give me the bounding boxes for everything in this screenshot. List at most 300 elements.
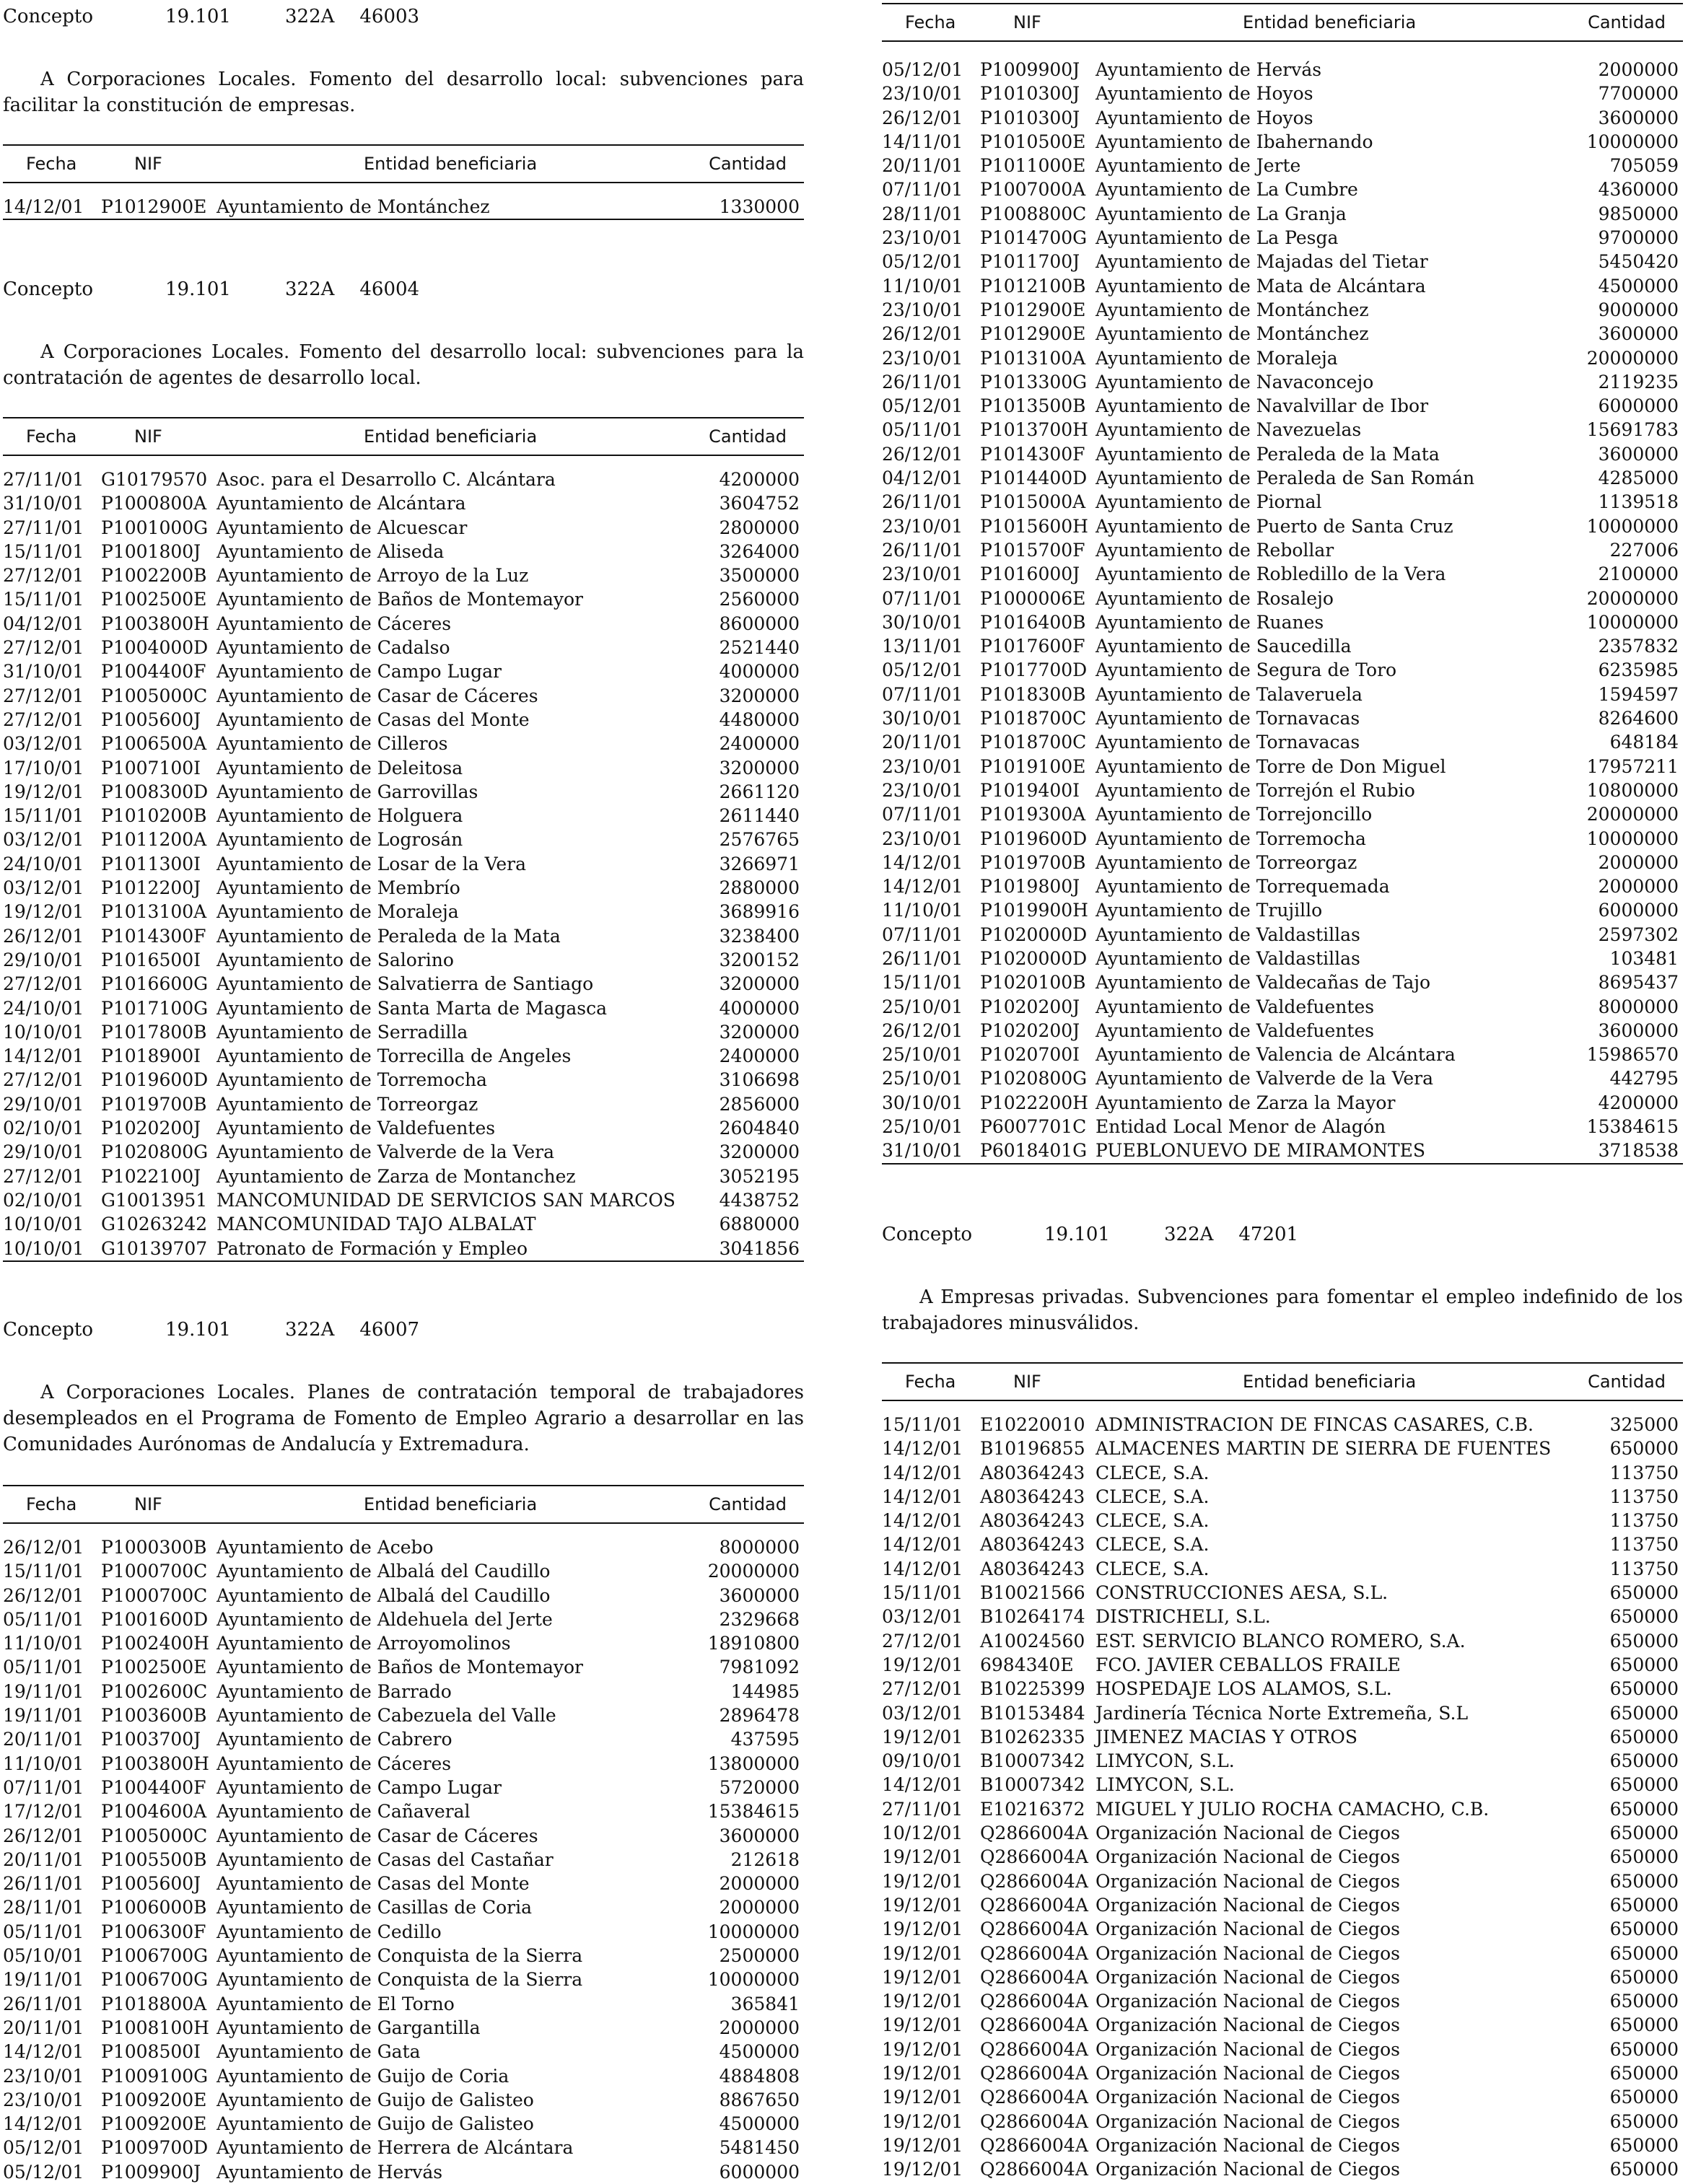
table-row	[3, 1188, 804, 1212]
cell-entidad: Ayuntamiento de Montánchez	[1096, 299, 1369, 320]
table-row	[3, 2016, 804, 2040]
cell-entidad: Ayuntamiento de Peraleda de San Román	[1096, 468, 1475, 489]
cell-entidad: Ayuntamiento de Torrejoncillo	[1096, 804, 1373, 825]
cell-cantidad: 650000	[1609, 1606, 1679, 1628]
table-row	[882, 2110, 1683, 2133]
table-row	[3, 1559, 804, 1583]
cell-cantidad: 3266971	[719, 853, 800, 874]
cell-entidad: CLECE, S.A.	[1096, 1486, 1210, 1507]
cell-cantidad: 18910800	[707, 1633, 800, 1654]
cell-fecha: 14/12/01	[882, 1462, 963, 1483]
header-fecha: Fecha	[26, 426, 77, 447]
cell-fecha: 27/11/01	[3, 517, 84, 538]
cell-cantidad: 4500000	[719, 2113, 800, 2135]
cell-entidad: LIMYCON, S.L.	[1096, 1750, 1235, 1772]
table-row	[882, 610, 1683, 634]
cell-entidad: Ayuntamiento de Torremocha	[1096, 828, 1366, 849]
cell-cantidad: 2119235	[1598, 371, 1679, 392]
cell-entidad: Ayuntamiento de Valdefuentes	[1096, 996, 1375, 1017]
table-body	[882, 1413, 1683, 2182]
header-fecha: Fecha	[905, 1372, 956, 1392]
cell-fecha: 26/12/01	[882, 443, 963, 465]
cell-cantidad: 227006	[1609, 539, 1679, 561]
cell-fecha: 19/11/01	[3, 1680, 84, 1702]
cell-entidad: Ayuntamiento de Arroyomolinos	[217, 1633, 511, 1654]
cell-fecha: 28/11/01	[882, 203, 963, 224]
cell-fecha: 20/11/01	[3, 2017, 84, 2038]
cell-nif: P1020800G	[980, 1068, 1088, 1089]
cell-entidad: Organización Nacional de Ciegos	[1096, 2014, 1400, 2036]
cell-cantidad: 2521440	[719, 637, 800, 659]
cell-nif: P1006700G	[101, 1945, 209, 1967]
cell-entidad: EST. SERVICIO BLANCO ROMERO, S.A.	[1096, 1630, 1466, 1652]
cell-fecha: 27/12/01	[3, 709, 84, 730]
table-row	[882, 562, 1683, 586]
cell-cantidad: 650000	[1609, 1823, 1679, 1844]
cell-cantidad: 650000	[1609, 2110, 1679, 2132]
cell-entidad: Ayuntamiento de Valdastillas	[1096, 924, 1360, 945]
cell-cantidad: 9850000	[1598, 203, 1679, 224]
cell-nif: P1010300J	[980, 83, 1080, 105]
cell-fecha: 23/10/01	[882, 83, 963, 105]
cell-fecha: 05/11/01	[3, 1921, 84, 1942]
cell-entidad: Ayuntamiento de Cáceres	[217, 613, 452, 634]
cell-entidad: Ayuntamiento de Moraleja	[217, 901, 459, 923]
cell-cantidad: 2357832	[1598, 636, 1679, 657]
cell-nif: P1004400F	[101, 1776, 206, 1798]
cell-nif: P1004000D	[101, 637, 209, 659]
table-row	[3, 2040, 804, 2064]
cell-entidad: Ayuntamiento de La Granja	[1096, 203, 1347, 224]
cell-cantidad: 2597302	[1598, 924, 1679, 945]
table-row	[882, 1845, 1683, 1869]
cell-nif: P1013100A	[980, 347, 1086, 369]
cell-fecha: 19/12/01	[882, 2110, 963, 2132]
cell-entidad: Ayuntamiento de Montánchez	[217, 196, 490, 217]
cell-nif: 6984340E	[980, 1654, 1074, 1675]
cell-fecha: 23/10/01	[882, 755, 963, 777]
cell-cantidad: 8000000	[719, 1537, 800, 1558]
cell-entidad: Ayuntamiento de Salorino	[217, 949, 454, 970]
header-nif: NIF	[134, 1494, 162, 1514]
cell-nif: B10153484	[980, 1702, 1085, 1724]
cell-fecha: 03/12/01	[3, 829, 84, 851]
cell-nif: P1018900I	[101, 1045, 201, 1067]
cell-nif: B10264174	[980, 1606, 1085, 1628]
cell-nif: P1005000C	[101, 1825, 208, 1846]
cell-fecha: 15/11/01	[3, 589, 84, 610]
cell-entidad: Ayuntamiento de Cadalso	[217, 637, 450, 659]
cell-cantidad: 3200152	[719, 949, 800, 970]
cell-nif: P1002500E	[101, 1657, 207, 1678]
cell-cantidad: 113750	[1609, 1486, 1679, 1507]
cell-cantidad: 365841	[730, 1993, 800, 2014]
cell-nif: P6018401G	[980, 1140, 1088, 1162]
cell-entidad: Organización Nacional de Ciegos	[1096, 1918, 1400, 1940]
cell-nif: P1013700H	[980, 419, 1088, 441]
cell-fecha: 30/10/01	[882, 1092, 963, 1113]
cell-nif: P1020700I	[980, 1044, 1080, 1066]
table-row	[882, 418, 1683, 442]
cell-nif: G10179570	[101, 469, 208, 490]
cell-nif: Q2866004A	[980, 2159, 1088, 2180]
cell-fecha: 19/12/01	[882, 1726, 963, 1747]
table-row	[3, 1212, 804, 1236]
table-row	[3, 684, 804, 708]
cell-fecha: 26/12/01	[882, 107, 963, 128]
cell-nif: P1007100I	[101, 757, 201, 779]
cell-fecha: 14/11/01	[882, 131, 963, 152]
cell-cantidad: 4500000	[719, 2041, 800, 2063]
cell-nif: P1000006E	[980, 587, 1086, 609]
cell-entidad: MANCOMUNIDAD DE SERVICIOS SAN MARCOS	[217, 1189, 675, 1211]
cell-nif: P1002200B	[101, 565, 207, 587]
table-row	[882, 995, 1683, 1019]
cell-entidad: Ayuntamiento de Aliseda	[217, 540, 445, 562]
header-cantidad: Cantidad	[1588, 1372, 1666, 1392]
concept-code3: 46004	[359, 279, 420, 300]
table-row	[3, 732, 804, 755]
cell-entidad: Organización Nacional de Ciegos	[1096, 1823, 1400, 1844]
cell-entidad: Ayuntamiento de Campo Lugar	[217, 661, 502, 683]
cell-entidad: Ayuntamiento de Hoyos	[1096, 107, 1313, 128]
table-header	[882, 3, 1683, 42]
cell-fecha: 10/10/01	[3, 1021, 84, 1043]
table-row	[3, 1727, 804, 1751]
cell-cantidad: 2400000	[719, 733, 800, 755]
cell-nif: P1011700J	[980, 251, 1080, 273]
table-row	[3, 1165, 804, 1188]
cell-entidad: FCO. JAVIER CEBALLOS FRAILE	[1096, 1654, 1401, 1675]
cell-cantidad: 10000000	[1586, 828, 1679, 849]
cell-nif: A80364243	[980, 1558, 1085, 1579]
cell-entidad: Organización Nacional de Ciegos	[1096, 2087, 1400, 2108]
cell-fecha: 19/12/01	[882, 1966, 963, 1988]
cell-fecha: 26/11/01	[3, 1873, 84, 1895]
cell-fecha: 05/11/01	[882, 419, 963, 441]
cell-nif: P1003700J	[101, 1729, 201, 1750]
header-cantidad: Cantidad	[709, 426, 787, 447]
table-row	[882, 466, 1683, 490]
cell-cantidad: 3106698	[719, 1069, 800, 1091]
cell-nif: P1003600B	[101, 1705, 207, 1727]
table-row	[882, 1821, 1683, 1845]
cell-nif: P1000700C	[101, 1561, 208, 1582]
cell-nif: P1005500B	[101, 1848, 207, 1870]
cell-fecha: 19/12/01	[882, 1894, 963, 1916]
table-row	[882, 1115, 1683, 1139]
cell-nif: P1016000J	[980, 563, 1080, 585]
table-row	[882, 898, 1683, 922]
table-row	[882, 1091, 1683, 1115]
table-row	[882, 1437, 1683, 1460]
cell-entidad: Ayuntamiento de Deleitosa	[217, 757, 463, 779]
cell-cantidad: 6235985	[1598, 659, 1679, 681]
cell-cantidad: 3689916	[719, 901, 800, 923]
cell-fecha: 05/12/01	[882, 251, 963, 273]
cell-entidad: Ayuntamiento de Montánchez	[1096, 323, 1369, 345]
cell-cantidad: 5481450	[719, 2137, 800, 2159]
table-row	[882, 1485, 1683, 1509]
cell-fecha: 27/11/01	[3, 469, 84, 490]
cell-entidad: Ayuntamiento de Cabrero	[217, 1729, 452, 1750]
cell-nif: Q2866004A	[980, 1870, 1088, 1892]
table-row	[882, 658, 1683, 682]
cell-entidad: Ayuntamiento de Santa Marta de Magasca	[217, 997, 607, 1019]
cell-entidad: Ayuntamiento de Valdastillas	[1096, 947, 1360, 969]
cell-nif: P1007000A	[980, 179, 1086, 201]
cell-cantidad: 3200000	[719, 685, 800, 706]
concept-description: A Empresas privadas. Subvenciones para fomentar el empleo indefinido de los trabajadores minusválidos.	[882, 1286, 1683, 1334]
table-row	[882, 1677, 1683, 1701]
cell-fecha: 23/10/01	[882, 779, 963, 801]
cell-entidad: Ayuntamiento de Zarza la Mayor	[1096, 1092, 1396, 1113]
cell-cantidad: 650000	[1609, 1630, 1679, 1652]
cell-nif: P1019600D	[101, 1069, 209, 1091]
cell-nif: B10225399	[980, 1678, 1085, 1700]
table-row	[882, 779, 1683, 802]
table-row	[882, 1139, 1683, 1162]
table-row	[882, 634, 1683, 658]
table-row	[3, 1535, 804, 1559]
cell-cantidad: 4000000	[719, 661, 800, 683]
cell-fecha: 25/10/01	[882, 996, 963, 1017]
table-row	[882, 1532, 1683, 1556]
cell-cantidad: 15384615	[1586, 1116, 1679, 1138]
table-header	[3, 144, 804, 183]
cell-entidad: Ayuntamiento de Torreorgaz	[1096, 851, 1357, 873]
cell-fecha: 14/12/01	[882, 1486, 963, 1507]
cell-cantidad: 650000	[1609, 2038, 1679, 2060]
table-row	[3, 468, 804, 491]
cell-nif: P1009200E	[101, 2089, 207, 2110]
table-row	[882, 1461, 1683, 1485]
cell-fecha: 07/11/01	[882, 804, 963, 825]
cell-fecha: 23/10/01	[3, 2065, 84, 2087]
cell-nif: P1002500E	[101, 589, 207, 610]
cell-fecha: 27/12/01	[3, 973, 84, 995]
cell-nif: P1017700D	[980, 659, 1088, 681]
cell-nif: P1012200J	[101, 877, 201, 899]
concept-code3: 47201	[1238, 1224, 1299, 1245]
cell-fecha: 19/12/01	[882, 1918, 963, 1940]
table-row	[882, 177, 1683, 201]
cell-nif: P1005600J	[101, 709, 201, 730]
cell-fecha: 29/10/01	[3, 1141, 84, 1163]
cell-fecha: 19/12/01	[882, 1942, 963, 1964]
cell-entidad: Ayuntamiento de Navezuelas	[1096, 419, 1362, 441]
cell-cantidad: 2576765	[719, 829, 800, 851]
header-cantidad: Cantidad	[709, 154, 787, 174]
cell-entidad: Ayuntamiento de Guijo de Galisteo	[217, 2113, 534, 2135]
cell-cantidad: 650000	[1609, 1846, 1679, 1868]
cell-entidad: Ayuntamiento de Baños de Montemayor	[217, 589, 583, 610]
table-row	[882, 923, 1683, 947]
cell-cantidad: 6880000	[719, 1214, 800, 1235]
cell-fecha: 26/12/01	[3, 1584, 84, 1606]
cell-fecha: 14/12/01	[3, 196, 84, 217]
table-row	[882, 851, 1683, 874]
cell-cantidad: 9000000	[1598, 299, 1679, 320]
table-header	[3, 417, 804, 456]
cell-cantidad: 650000	[1609, 1750, 1679, 1772]
cell-nif: P1013300G	[980, 371, 1088, 392]
cell-cantidad: 2000000	[719, 1897, 800, 1918]
cell-cantidad: 9700000	[1598, 227, 1679, 249]
cell-fecha: 19/12/01	[882, 1991, 963, 2012]
cell-fecha: 26/11/01	[882, 539, 963, 561]
cell-cantidad: 650000	[1609, 2063, 1679, 2084]
cell-entidad: Ayuntamiento de Alcuescar	[217, 517, 468, 538]
cell-entidad: Ayuntamiento de Moraleja	[1096, 347, 1338, 369]
cell-entidad: Ayuntamiento de Arroyo de la Luz	[217, 565, 529, 587]
cell-cantidad: 325000	[1609, 1414, 1679, 1435]
cell-entidad: Ayuntamiento de Albalá del Caudillo	[217, 1584, 551, 1606]
cell-entidad: Ayuntamiento de Torrequemada	[1096, 876, 1390, 898]
cell-cantidad: 2611440	[719, 805, 800, 827]
cell-cantidad: 650000	[1609, 1678, 1679, 1700]
table-row	[882, 1653, 1683, 1677]
table-row	[882, 2013, 1683, 2037]
cell-entidad: Organización Nacional de Ciegos	[1096, 2159, 1400, 2180]
cell-nif: G10139707	[101, 1237, 208, 1259]
cell-entidad: Ayuntamiento de Jerte	[1096, 155, 1301, 177]
cell-cantidad: 113750	[1609, 1558, 1679, 1579]
cell-fecha: 25/10/01	[882, 1068, 963, 1089]
cell-fecha: 15/11/01	[882, 1414, 963, 1435]
cell-fecha: 25/10/01	[882, 1044, 963, 1066]
table-row	[882, 106, 1683, 130]
table-row	[3, 1044, 804, 1068]
concept-line	[3, 1317, 419, 1342]
cell-entidad: Ayuntamiento de Segura de Toro	[1096, 659, 1397, 681]
header-nif: NIF	[134, 154, 162, 174]
cell-fecha: 15/11/01	[3, 540, 84, 562]
cell-nif: Q2866004A	[980, 2063, 1088, 2084]
table-row	[882, 1701, 1683, 1725]
cell-entidad: Entidad Local Menor de Alagón	[1096, 1116, 1386, 1138]
cell-fecha: 14/12/01	[882, 851, 963, 873]
cell-fecha: 07/11/01	[882, 924, 963, 945]
cell-nif: P1020200J	[101, 1118, 201, 1139]
table-body	[3, 1535, 804, 2184]
table-row	[882, 442, 1683, 466]
cell-nif: P1019800J	[980, 876, 1080, 898]
cell-nif: P1014300F	[101, 925, 206, 947]
cell-fecha: 05/12/01	[882, 395, 963, 417]
cell-entidad: ADMINISTRACION DE FINCAS CASARES, C.B.	[1096, 1414, 1534, 1435]
table-row	[882, 1942, 1683, 1965]
cell-entidad: Ayuntamiento de Valdefuentes	[217, 1118, 496, 1139]
cell-cantidad: 1139518	[1598, 491, 1679, 513]
cell-cantidad: 8000000	[1598, 996, 1679, 1017]
cell-entidad: Ayuntamiento de La Cumbre	[1096, 179, 1358, 201]
cell-nif: Q2866004A	[980, 2134, 1088, 2156]
cell-cantidad: 3500000	[719, 565, 800, 587]
cell-nif: P1006000B	[101, 1897, 207, 1918]
table-row	[882, 2133, 1683, 2157]
cell-nif: P1020000D	[980, 924, 1088, 945]
table-row	[3, 1992, 804, 2016]
cell-fecha: 05/11/01	[3, 1608, 84, 1630]
cell-cantidad: 650000	[1609, 1726, 1679, 1747]
cell-nif: P1017600F	[980, 636, 1085, 657]
cell-entidad: Ayuntamiento de Tornavacas	[1096, 708, 1360, 729]
cell-fecha: 14/12/01	[3, 1045, 84, 1067]
cell-nif: P1019900H	[980, 900, 1088, 921]
cell-nif: P1020800G	[101, 1141, 209, 1163]
table-row	[882, 1629, 1683, 1653]
table-row	[882, 1869, 1683, 1893]
cell-fecha: 02/10/01	[3, 1189, 84, 1211]
cell-entidad: Ayuntamiento de Cañaveral	[217, 1801, 471, 1823]
cell-fecha: 27/12/01	[882, 1630, 963, 1652]
cell-nif: P1015000A	[980, 491, 1086, 513]
table-row	[3, 491, 804, 515]
cell-cantidad: 113750	[1609, 1510, 1679, 1532]
cell-cantidad: 2329668	[719, 1608, 800, 1630]
cell-cantidad: 2000000	[1598, 876, 1679, 898]
table-row	[3, 852, 804, 876]
cell-cantidad: 113750	[1609, 1534, 1679, 1556]
cell-fecha: 30/10/01	[882, 611, 963, 633]
cell-fecha: 14/12/01	[882, 876, 963, 898]
cell-entidad: Ayuntamiento de Torrejón el Rubio	[1096, 779, 1415, 801]
cell-entidad: Ayuntamiento de Saucedilla	[1096, 636, 1352, 657]
table-row	[3, 924, 804, 948]
cell-entidad: Ayuntamiento de La Pesga	[1096, 227, 1339, 249]
cell-nif: P1008300D	[101, 781, 209, 802]
cell-entidad: Ayuntamiento de Valdefuentes	[1096, 1019, 1375, 1041]
cell-fecha: 04/12/01	[3, 613, 84, 634]
table-row	[882, 802, 1683, 826]
cell-entidad: Organización Nacional de Ciegos	[1096, 1966, 1400, 1988]
cell-cantidad: 650000	[1609, 1991, 1679, 2012]
concept-code1: 19.101	[165, 279, 231, 300]
cell-cantidad: 4200000	[1598, 1092, 1679, 1113]
table-row	[882, 394, 1683, 418]
cell-fecha: 14/12/01	[882, 1510, 963, 1532]
cell-entidad: Ayuntamiento de Losar de la Vera	[217, 853, 526, 874]
cell-nif: Q2866004A	[980, 1942, 1088, 1964]
cell-cantidad: 10000000	[1586, 611, 1679, 633]
cell-fecha: 05/12/01	[3, 2137, 84, 2159]
header-nif: NIF	[1013, 1372, 1041, 1392]
table-row	[3, 948, 804, 972]
cell-cantidad: 4884808	[719, 2065, 800, 2087]
cell-cantidad: 650000	[1609, 1870, 1679, 1892]
cell-nif: P1012900E	[101, 196, 207, 217]
cell-fecha: 23/10/01	[882, 563, 963, 585]
cell-cantidad: 6000000	[719, 2161, 800, 2183]
cell-fecha: 03/12/01	[3, 733, 84, 755]
cell-nif: B10196855	[980, 1438, 1085, 1460]
cell-cantidad: 103481	[1609, 947, 1679, 969]
cell-entidad: Ayuntamiento de Trujillo	[1096, 900, 1323, 921]
cell-entidad: DISTRICHELI, S.L.	[1096, 1606, 1271, 1628]
cell-cantidad: 6000000	[1598, 900, 1679, 921]
cell-nif: P1010300J	[980, 107, 1080, 128]
cell-fecha: 05/10/01	[3, 1945, 84, 1967]
table-row	[3, 516, 804, 540]
concept-code2: 322A	[1163, 1224, 1214, 1245]
table-row	[882, 2157, 1683, 2181]
cell-entidad: Ayuntamiento de Casas del Monte	[217, 1873, 530, 1895]
cell-cantidad: 4360000	[1598, 179, 1679, 201]
table-row	[3, 1092, 804, 1116]
cell-fecha: 05/11/01	[3, 1657, 84, 1678]
cell-entidad: CLECE, S.A.	[1096, 1510, 1210, 1532]
